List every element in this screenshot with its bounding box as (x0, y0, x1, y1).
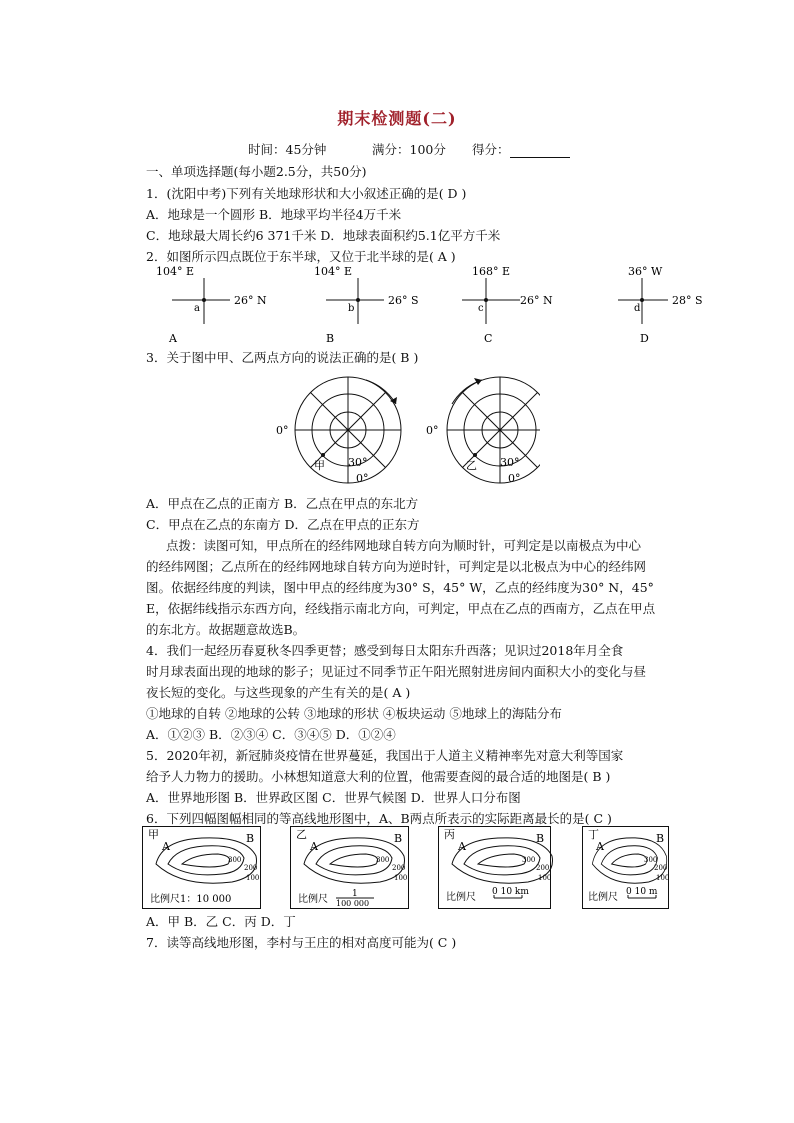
q7-stem: 7．读等高线地形图，李村与王庄的相对高度可能为( C ) (146, 935, 457, 950)
page-title: 期末检测题(二) (337, 109, 457, 128)
q6-yi-scale: 比例尺 (298, 894, 328, 905)
q6-ding-bar-label: 0 10 m (626, 887, 658, 897)
q3-stem: 3．关于图中甲、乙两点方向的说法正确的是( B ) (146, 350, 419, 365)
q1-stem: 1．(沈阳中考)下列有关地球形状和大小叙述正确的是( D ) (146, 186, 467, 201)
q2-c-lon: 168° E (472, 265, 511, 278)
q2-a-label: A (169, 332, 177, 345)
q6-yi-200: 200 (392, 864, 406, 872)
q4-items: ①地球的自转 ②地球的公转 ③地球的形状 ④板块运动 ⑤地球上的海陆分布 (146, 706, 562, 721)
score-blank (510, 145, 570, 158)
q3-left-0-bottom: 0° (356, 472, 369, 485)
q6-jia-300: 300 (228, 856, 242, 864)
q6-yi-tag: 乙 (296, 828, 307, 841)
q3-right-30: 30° (500, 456, 520, 469)
q2-d-lon: 36° W (628, 265, 663, 278)
q2-stem: 2．如图所示四点既位于东半球，又位于北半球的是( A ) (146, 249, 456, 264)
q6-ding-tag: 丁 (588, 828, 599, 841)
q6-yi-300: 300 (376, 856, 390, 864)
q2-diagram-a (156, 265, 267, 345)
q6-ding-point-b: B (656, 832, 665, 845)
q6-bing-200: 200 (536, 864, 550, 872)
q2-a-lon: 104° E (156, 265, 195, 278)
q3-options-1: A．甲点在乙点的正南方 B．乙点在甲点的东北方 (146, 496, 419, 511)
q3-point-jia: 甲 (314, 459, 325, 472)
score-field (472, 140, 570, 158)
q6-bing-point-b: B (536, 832, 545, 845)
q6-map-jia (143, 827, 261, 909)
q6-map-yi (291, 827, 409, 909)
q6-bing-100: 100 (538, 874, 552, 882)
q2-diagram-c (462, 265, 553, 345)
q6-yi-denominator: 100 000 (336, 899, 370, 908)
q6-jia-200: 200 (244, 864, 258, 872)
q3-polar-figures (270, 372, 540, 490)
q3-north-pole-chart (426, 377, 540, 485)
q2-diagram-d (618, 265, 703, 345)
q3-hint-line-1: 点拨：读图可知，甲点所在的经纬网地球自转方向为顺时针，可判定是以南极点为中心 (166, 538, 642, 553)
q6-jia-100: 100 (246, 874, 260, 882)
q3-hint-line-5: 的东北方。故据题意故选B。 (146, 622, 306, 637)
q6-options: A．甲 B．乙 C．丙 D．丁 (146, 914, 296, 929)
q6-yi-point-a: A (310, 840, 318, 853)
q3-right-0-bottom: 0° (508, 472, 521, 485)
q2-diagram-b (314, 265, 419, 345)
q6-map-ding (583, 827, 670, 909)
q2-d-lat: 28° S (672, 294, 703, 307)
q6-bing-scale: 比例尺 (446, 892, 476, 903)
q3-right-0: 0° (426, 424, 439, 437)
q4-options: A．①②③ B．②③④ C．③④⑤ D．①②④ (146, 727, 396, 742)
q6-jia-point-b: B (246, 832, 255, 845)
q6-yi-100: 100 (394, 874, 408, 882)
q2-diagrams (140, 262, 720, 347)
q3-left-0: 0° (276, 424, 289, 437)
q3-hint-line-3: 图。依据经纬度的判读，图中甲点的经纬度为30° S，45° W，乙点的经纬度为30° N，45° (146, 580, 654, 595)
q2-b-lon: 104° E (314, 265, 353, 278)
q3-left-30: 30° (348, 456, 368, 469)
score-label: 得分： (472, 142, 510, 157)
q6-ding-point-a: A (596, 840, 604, 853)
q6-bing-300: 300 (522, 856, 536, 864)
q1-options-2: C．地球最大周长约6 371千米 D．地球表面积约5.1亿平方千米 (146, 228, 501, 243)
q6-map-bing (439, 827, 553, 909)
q6-stem: 6．下列四幅图幅相同的等高线地形图中，A、B两点所表示的实际距离最长的是( C ) (146, 811, 612, 826)
q6-bing-bar-label: 0 10 km (492, 887, 529, 897)
q6-yi-numerator: 1 (352, 889, 358, 899)
q2-b-label: B (326, 332, 335, 345)
q6-ding-300: 300 (644, 856, 658, 864)
q2-c-point: c (478, 303, 484, 314)
q6-bing-point-a: A (458, 840, 466, 853)
q1-options-1: A．地球是一个圆形 B．地球平均半径4万千米 (146, 207, 402, 222)
q6-ding-200: 200 (654, 864, 668, 872)
full-score-info: 满分：100分 (372, 142, 446, 157)
q6-bing-tag: 丙 (444, 828, 455, 841)
q6-ding-scale: 比例尺 (588, 892, 618, 903)
q3-hint-line-2: 的经纬网图；乙点所在的经纬网地球自转方向为逆时针，可判定是以北极点为中心的经纬网 (146, 559, 647, 574)
q6-yi-point-b: B (394, 832, 403, 845)
q6-jia-point-a: A (162, 840, 170, 853)
q4-line-1: 4．我们一起经历春夏秋冬四季更替；感受到每日太阳东升西落；见识过2018年月全食 (146, 643, 624, 658)
section-heading: 一、单项选择题(每小题2.5分，共50分) (146, 164, 367, 179)
q2-d-point: d (634, 303, 641, 314)
q6-ding-100: 100 (656, 874, 670, 882)
q3-options-2: C．甲点在乙点的东南方 D．乙点在甲点的正东方 (146, 517, 420, 532)
q6-jia-tag: 甲 (148, 828, 159, 841)
q3-south-pole-chart (276, 377, 401, 485)
q6-jia-scale: 比例尺1：10 000 (150, 894, 232, 905)
q5-line-2: 给予人力物力的援助。小林想知道意大利的位置，他需要查阅的最合适的地图是( B ) (146, 769, 611, 784)
q4-line-3: 夜长短的变化。与这些现象的产生有关的是( A ) (146, 685, 411, 700)
q6-maps (142, 826, 672, 910)
q2-d-label: D (640, 332, 649, 345)
q2-b-point: b (348, 303, 355, 314)
q3-point-yi: 乙 (466, 459, 477, 472)
q2-c-label: C (484, 332, 493, 345)
q5-options: A．世界地形图 B．世界政区图 C．世界气候图 D．世界人口分布图 (146, 790, 521, 805)
q2-a-lat: 26° N (234, 294, 267, 307)
time-info: 时间：45分钟 (248, 142, 327, 157)
q2-a-point: a (194, 303, 200, 314)
q4-line-2: 时月球表面出现的地球的影子；见证过不同季节正午阳光照射进房间内面积大小的变化与昼 (146, 664, 647, 679)
q2-c-lat: 26° N (520, 294, 553, 307)
q2-b-lat: 26° S (388, 294, 419, 307)
q3-hint-line-4: E，依据纬线指示东西方向，经线指示南北方向，可判定，甲点在乙点的西南方，乙点在甲点 (146, 601, 656, 616)
q5-line-1: 5．2020年初，新冠肺炎疫情在世界蔓延，我国出于人道主义精神率先对意大利等国家 (146, 748, 624, 763)
